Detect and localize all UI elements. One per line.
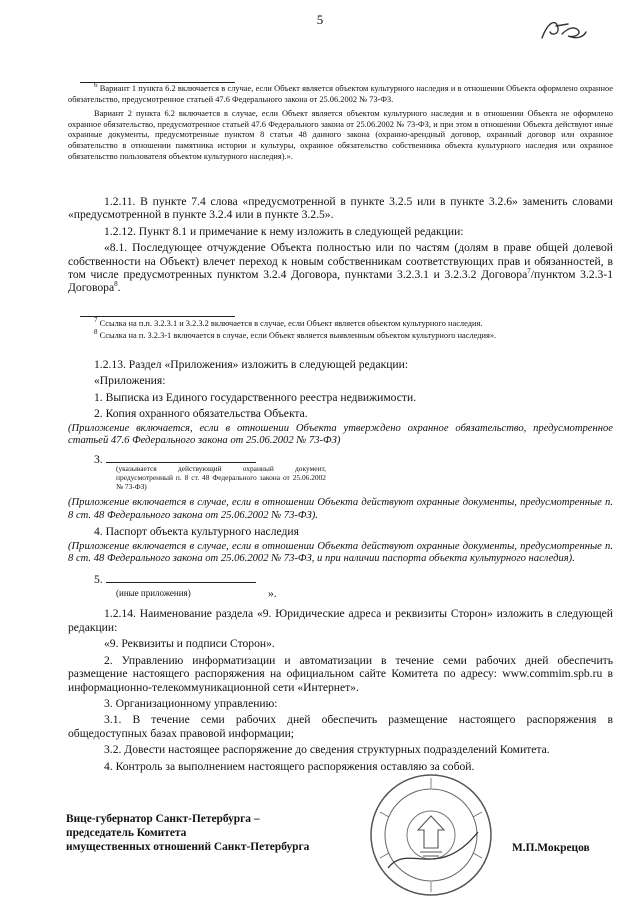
appendix-note-2: (Приложение включается в случае, если в отношении Объекта действуют охранные документы, предусмотренные п. 8 ст. 48 Федерального закона от 25.06.2002 № 73-ФЗ). bbox=[68, 497, 613, 521]
footnote-6-variant-2: Вариант 2 пункта 6.2 включается в случае, если Объект является объектом культурного наследия и в отношении Объекта не оформлено охранное обязательство, предусмотренное статьей 47.6 Федерального закона от 25.06.2002 № 73-ФЗ, и при этом в отношении Объекта действуют иные охранные документы, предусмотренные пунктом 8 статьи 48 данного закона (охранно-арендный договор, охранный договор или охранное обязательство в отношении памятника истории и культуры, охранное обязательство собственника объекта культурного наследия или охранное обязательство пользователя объектом культурного наследия).». bbox=[68, 109, 613, 161]
paragraph-8-1-text: «8.1. Последующее отчуждение Объекта полностью или по частям (долям в праве общей долевой собственности на Объект) влечет переход к новым собственникам соответствующих прав и обязанностей, в том числе предусмотренных пунктом 3.2.4 Договора, пунктами 3.2.3.1 и 3.2.3.2 Договора bbox=[68, 241, 613, 282]
appendix-note-1: (Приложение включается, если в отношении Объекта утверждено охранное обязательство, предусмотренное статьей 47.6 Федерального закона от 25.06.2002 № 73-ФЗ) bbox=[68, 422, 613, 447]
appendix-3-hint: (указывается действующий охранный документ, предусмотренный п. 8 ст. 48 Федерального закона от 25.06.2002 № 73-ФЗ) bbox=[116, 464, 326, 492]
footnote-7: Ссылка на п.п. 3.2.3.1 и 3.2.3.2 включается в случае, если Объект является объектом культурного наследия. bbox=[99, 319, 483, 328]
paragraph-8-1-mid: /пунктом 3.2.3-1 Договора bbox=[68, 268, 613, 295]
appendix-5-blank-line bbox=[106, 571, 256, 583]
footnote-6-variant-1: Вариант 1 пункта 6.2 включается в случае, если Объект является объектом культурного наследия и в отношении Объекта оформлено охранное обязательство, предусмотренное статьей 47.6 Федерального закона от 25.06.2002 № 73-ФЗ. bbox=[68, 84, 613, 104]
body-section-2 bbox=[68, 358, 613, 773]
footnote-rule bbox=[80, 82, 235, 83]
signature-block bbox=[66, 812, 356, 854]
signatory-title-line-3: имущественных отношений Санкт-Петербурга bbox=[66, 841, 310, 853]
paragraph-1-2-11: 1.2.11. В пункте 7.4 слова «предусмотренной в пункте 3.2.5 или в пункте 3.2.6» заменить словами «предусмотренной в пункте 3.2.4 или в пункте 3.2.5». bbox=[68, 195, 613, 222]
appendix-2: 2. Копия охранного обязательства Объекта. bbox=[94, 407, 308, 421]
paragraph-3-1: 3.1. В течение семи рабочих дней обеспечить размещение настоящего распоряжения в общедоступных базах правовой информации; bbox=[68, 713, 613, 740]
footnote-ref-7: 7 bbox=[527, 267, 531, 276]
appendix-5-number: 5. bbox=[94, 573, 103, 587]
footnote-marker-8: 8 bbox=[94, 327, 98, 336]
footnote-marker-7: 7 bbox=[94, 316, 98, 325]
appendix-5 bbox=[68, 571, 613, 601]
paragraph-1-2-12: 1.2.12. Пункт 8.1 и примечание к нему изложить в следующей редакции: bbox=[104, 224, 464, 238]
official-seal-stamp bbox=[368, 772, 494, 898]
paragraph-8-1 bbox=[68, 241, 613, 295]
signatory-title-line-2: председатель Комитета bbox=[66, 827, 187, 839]
footnotes-7-8 bbox=[68, 316, 613, 341]
paragraph-8-1-end: . bbox=[117, 281, 121, 295]
footnote-6 bbox=[68, 81, 613, 162]
footnote-8: Ссылка на п. 3.2.3-1 включается в случае, если Объект является выявленным объектом культурного наследия». bbox=[99, 330, 497, 340]
appendix-4: 4. Паспорт объекта культурного наследия bbox=[94, 525, 299, 539]
footnote-rule-2 bbox=[80, 316, 235, 317]
appendix-1: 1. Выписка из Единого государственного реестра недвижимости. bbox=[94, 390, 417, 404]
appendices-title: «Приложения: bbox=[94, 374, 166, 388]
appendix-3 bbox=[68, 451, 613, 491]
appendix-5-hint: (иные приложения) bbox=[116, 588, 191, 599]
paragraph-1-2-14: 1.2.14. Наименование раздела «9. Юридические адреса и реквизиты Сторон» изложить в следующей редакции: bbox=[68, 607, 613, 634]
paragraph-3: 3. Организационному управлению: bbox=[104, 696, 278, 710]
page-number: 5 bbox=[316, 12, 324, 27]
signatory-title-line-1: Вице-губернатор Санкт-Петербурга – bbox=[66, 813, 260, 825]
appendix-note-3: (Приложение включается в случае, если в отношении Объекта действуют охранные документы, предусмотренные п. 8 ст. 48 Федерального закона от 25.06.2002 № 73-ФЗ, и при наличии паспорта объекта культурного наследия). bbox=[68, 540, 613, 565]
paragraph-4: 4. Контроль за выполнением настоящего распоряжения оставляю за собой. bbox=[104, 759, 475, 773]
signatory-name: М.П.Мокрецов bbox=[512, 842, 590, 854]
appendix-5-end: ». bbox=[268, 587, 277, 601]
footnote-ref-8: 8 bbox=[114, 280, 118, 289]
paragraph-1-2-13: 1.2.13. Раздел «Приложения» изложить в следующей редакции: bbox=[94, 358, 409, 371]
paragraph-2: 2. Управлению информатизации и автоматизации в течение семи рабочих дней обеспечить размещение настоящего распоряжения на официальном сайте Комитета по адресу: www.commim.spb.ru в информационно-телекоммуникационной сети «Интернет». bbox=[68, 653, 613, 694]
appendix-3-blank-line bbox=[106, 451, 256, 463]
appendix-3-number: 3. bbox=[94, 453, 103, 467]
body-section-1 bbox=[68, 195, 613, 295]
paragraph-3-2: 3.2. Довести настоящее распоряжение до сведения структурных подразделений Комитета. bbox=[104, 743, 550, 757]
handwritten-initials-mark bbox=[538, 14, 590, 44]
paragraph-section-9: «9. Реквизиты и подписи Сторон». bbox=[104, 637, 275, 651]
footnote-marker: 6 bbox=[94, 81, 98, 90]
